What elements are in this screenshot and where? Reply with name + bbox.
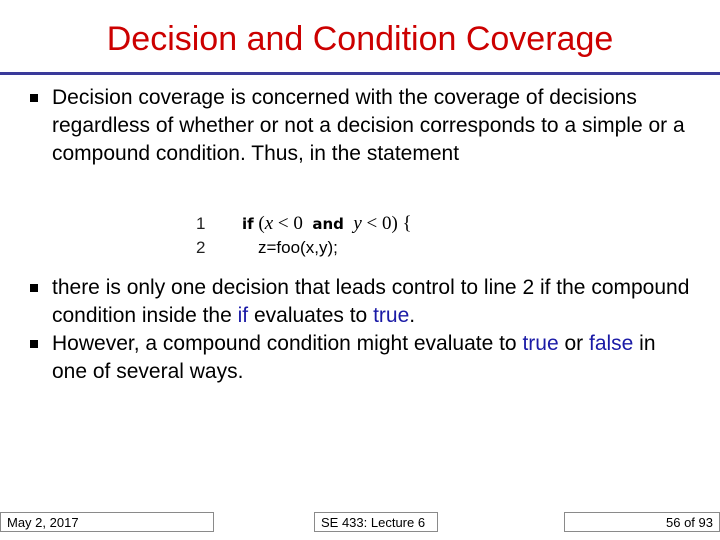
page-total: 93 xyxy=(698,515,713,530)
highlight-if: if xyxy=(237,304,249,327)
title-divider xyxy=(0,72,720,75)
footer-course xyxy=(314,512,438,532)
bullet-text-part: or xyxy=(558,332,589,355)
highlight-true: true xyxy=(373,304,410,327)
highlight-true: true xyxy=(522,332,559,355)
bullet-item-compound-condition xyxy=(24,330,692,386)
keyword-and: and xyxy=(312,215,344,233)
code-line-1 xyxy=(196,212,412,236)
bullet-text: Decision coverage is concerned with the coverage of decisions regardless of whether or not a decision corresponds to a simple or a compound condition. Thus, in the statement xyxy=(52,86,685,165)
line-number: 2 xyxy=(196,238,206,257)
code-compare-2: < 0) xyxy=(366,213,398,234)
footer-page-number xyxy=(564,512,720,532)
keyword-if: if xyxy=(242,215,254,233)
highlight-false: false xyxy=(588,332,634,355)
footer-date-text: May 2, 2017 xyxy=(7,515,79,530)
code-brace: { xyxy=(402,213,412,234)
code-var-x: x xyxy=(264,213,274,234)
page-of: of xyxy=(684,515,695,530)
bullet-text-part: . xyxy=(409,304,416,327)
code-var-y: y xyxy=(353,213,362,234)
page-current: 56 xyxy=(665,515,681,530)
code-line-2 xyxy=(196,236,412,259)
bullet-list-bottom xyxy=(24,274,692,386)
code-paren-open: ( xyxy=(258,213,265,234)
bullet-item-decision-coverage xyxy=(24,84,692,168)
footer-date xyxy=(0,512,214,532)
square-bullet-icon xyxy=(30,94,38,102)
code-compare-1: < 0 xyxy=(277,213,303,234)
square-bullet-icon xyxy=(30,284,38,292)
slide-title: Decision and Condition Coverage xyxy=(106,20,614,58)
bullet-text-part: in one of several ways. xyxy=(52,332,656,383)
footer-course-text: SE 433: Lecture 6 xyxy=(321,515,426,530)
bullet-text-part: there is only one decision that leads control to line 2 if the compound condition inside the xyxy=(52,276,690,327)
line-number: 1 xyxy=(196,214,206,233)
code-statement: z=foo(x,y); xyxy=(258,238,338,257)
bullet-item-one-decision xyxy=(24,274,692,330)
code-snippet xyxy=(196,212,412,259)
square-bullet-icon xyxy=(30,340,38,348)
bullet-list-top xyxy=(24,84,692,168)
bullet-text-part: However, a compound condition might evaluate to xyxy=(52,332,523,355)
bullet-text-part: evaluates to xyxy=(248,304,374,327)
